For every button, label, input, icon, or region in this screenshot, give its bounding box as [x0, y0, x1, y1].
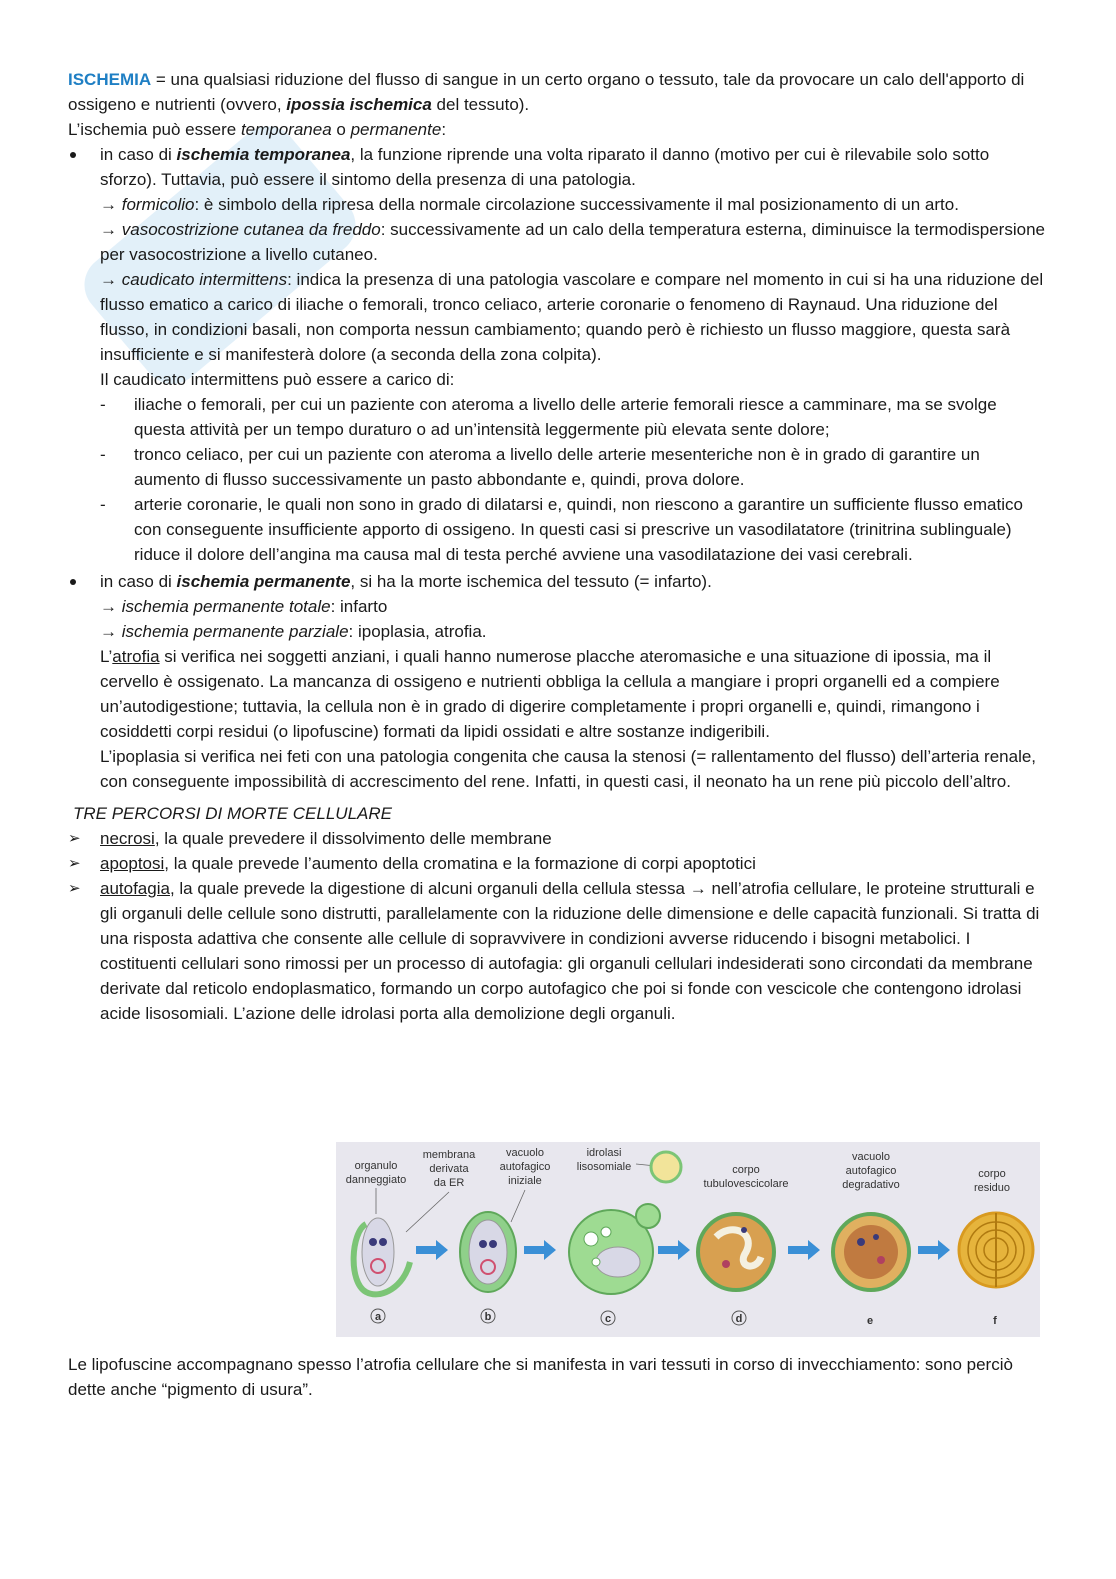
totale-line: → ischemia permanente totale: infarto [100, 597, 388, 616]
label-idrolasi: idrolasi lisosomiale [576, 1147, 632, 1173]
list-item-necrosi: ➢ necrosi, la quale prevedere il dissolvimento delle membrane [68, 826, 1048, 851]
bullet-dot [70, 579, 76, 585]
stage-d-cell [698, 1214, 774, 1290]
document-body [68, 67, 1048, 1026]
atrofia-paragraph: L’atrofia si verifica nei soggetti anziani, i quali hanno numerose placche ateromasiche e una situazione di ipossia, ma il cervello è ossigenato. La mancanza di ossigeno e nutrienti obbliga la cellula a mangiare i propri organelli ed a compiere un’autodigestione; tuttavia, la cellula non è in grado di digerire completamente i propri organelli e, quindi, rimangono i cosiddetti corpi residui (o lipofuscine) formati da lipidi ossidati e altre sostanze indigeribili. [100, 647, 1000, 741]
step-d: d [735, 1313, 743, 1325]
list-item-apoptosi: ➢ apoptosi, la quale prevede l’aumento della cromatina e la formazione di corpi apoptotici [68, 851, 1048, 876]
arrow-icon: → [100, 195, 117, 214]
bullet-temporanea: in caso di ischemia temporanea, la funzione riprende una volta riparato il danno (motivo per cui è rilevabile solo sotto sforzo). Tuttavia, può essere il sintomo della presenza di una patologia. → formicolio: è simbolo della ripresa della normale circolazione successivamente il mal posizionamento di un arto. → vasocostrizione cutanea da freddo: successivamente ad un calo della temperatura esterna, diminuisce la termodispersione per vasocostrizione a livello cutaneo. → caudicato intermittens: indica la presenza di una patologia vascolare e compare nel momento in cui si ha una riduzione del flusso ematico a carico di iliache o femorali, tronco celiaco, arterie coronarie o fenomeno di Raynaud. Una riduzione del flusso, in condizioni basali, non comporta nessun cambiamento; quando però è richiesto un flusso maggiore, questa sarà insufficiente e si manifesterà dolore (a seconda della zona colpita). Il caudicato intermittens può essere a carico di: - iliache o femorali, per cui un paziente con ateroma a livello delle arterie femorali riesce a camminare, ma se svolge questa attività per un tempo duraturo o ad un’intensità leggermente più elevata sente dolore; - tronco celiaco, per cui un paziente con ateroma a livello delle arterie mesenteriche non è in grado di garantire un aumento di flusso successivamente un pasto abbondante e, quindi, prova dolore. - arterie coronarie, le quali non sono in grado di dilatarsi e, quindi, non riescono a garantire un sufficiente flusso ematico con conseguente insufficiente apporto di ossigeno. In questi casi si prescrive un vasodilatatore (trinitrina sublinguale) riduce il dolore dell’angina ma causa mal di testa perché avviene una vasodilatazione dei vasi cerebrali. [68, 142, 1048, 567]
arrow-icon: → [100, 597, 117, 616]
section-heading-morte: TRE PERCORSI DI MORTE CELLULARE [73, 804, 392, 823]
stage-a-cell [354, 1218, 410, 1294]
arrowhead-icon: ➢ [68, 830, 81, 847]
step-f: f [993, 1315, 997, 1327]
arrow-b-c [524, 1240, 556, 1260]
dash-marker: - [100, 395, 106, 414]
list-item-autofagia: ➢ autofagia, la quale prevede la digestione di alcuni organuli della cellula stessa → nell’atrofia cellulare, le proteine strutturali e gli organuli delle cellule sono distrutti, parallelamente con la riduzione delle dimensione e delle capacità funzionali. Si tratta di una risposta adattiva che consente alle cellule di sopravvivere in condizioni avverse riducendo i bisogni metabolici. I costituenti cellulari sono rimossi per un processo di autofagia: gli organuli cellulari indesiderati sono circondati da membrane derivate dal reticolo endoplasmatico, formando un corpo autofagico che poi si fonde con vescicole che contengono idrolasi acide lisosomiali. L’azione delle idrolasi porta alla demolizione degli organuli. [68, 876, 1048, 1026]
label-membrana: membrana derivata da ER [422, 1149, 476, 1189]
label-corpo-residuo: corpo residuo [973, 1168, 1011, 1194]
arrow-a-b [416, 1240, 448, 1260]
bullet-permanente: in caso di ischemia permanente, si ha la morte ischemica del tessuto (= infarto). → ischemia permanente totale: infarto → ischemia permanente parziale: ipoplasia, atrofia. L’atrofia si verifica nei soggetti anziani, i quali hanno numerose placche ateromasiche e una situazione di ipossia, ma il cervello è ossigenato. La mancanza di ossigeno e nutrienti obbliga la cellula a mangiare i propri organelli ed a compiere un’autodigestione; tuttavia, la cellula non è in grado di digerire completamente i propri organelli e, quindi, rimangono i cosiddetti corpi residui (o lipofuscine) formati da lipidi ossidati e altre sostanze indigeribili. L’ipoplasia si verifica nei feti con una patologia congenita che causa la stenosi (= rallentamento del flusso) dell’arteria renale, con conseguente impossibilità di accrescimento del rene. Infatti, in questi casi, il neonato ha un rene più piccolo dell’altro. [68, 569, 1048, 794]
autophagy-figure [336, 1142, 1040, 1337]
arrow-icon: → [100, 270, 117, 289]
stage-f-cell [959, 1213, 1033, 1287]
dash-marker: - [100, 445, 106, 464]
arrowhead-icon: ➢ [68, 855, 81, 872]
arrow-c-d [658, 1240, 690, 1260]
step-e: e [866, 1315, 874, 1327]
sub-item-arterie-coronarie: - arterie coronarie, le quali non sono in grado di dilatarsi e, quindi, non riescono a garantire un sufficiente flusso ematico con conseguente insufficiente apporto di ossigeno. In questi casi si prescrive un vasodilatatore (trinitrina sublinguale) riduce il dolore dell’angina ma causa mal di testa perché avviene una vasodilatazione dei vasi cerebrali. [100, 492, 1048, 567]
stage-c-cell [569, 1152, 681, 1294]
bullet-dot [70, 152, 76, 158]
sub-item-tronco-celiaco: - tronco celiaco, per cui un paziente con ateroma a livello delle arterie mesenteriche non è in grado di garantire un aumento di flusso successivamente un pasto abbondante e, quindi, prova dolore. [100, 442, 1048, 492]
arrow-e-f [918, 1240, 950, 1260]
arrow-icon: → [100, 622, 117, 641]
step-a: a [374, 1311, 382, 1323]
dash-marker: - [100, 495, 106, 514]
lipofuscine-paragraph: Le lipofuscine accompagnano spesso l’atrofia cellulare che si manifesta in vari tessuti in corso di invecchiamento: sono perciò dette anche “pigmento di usura”. [68, 1355, 1013, 1399]
label-vacuolo-degradativo: vacuolo autofagico degradativo [842, 1151, 900, 1191]
arrow-d-e [788, 1240, 820, 1260]
vasocostrizione-line: → vasocostrizione cutanea da freddo: successivamente ad un calo della temperatura esterna, diminuisce la termodispersione per vasocostrizione a livello cutaneo. [100, 220, 1045, 264]
ipoplasia-paragraph: L’ipoplasia si verifica nei feti con una patologia congenita che causa la stenosi (= rallentamento del flusso) dell’arteria renale, con conseguente impossibilità di accrescimento del rene. Infatti, in questi casi, il neonato ha un rene più piccolo dell’altro. [100, 747, 1037, 791]
stage-b-cell [460, 1212, 516, 1292]
stage-e-cell [833, 1214, 909, 1290]
arrow-icon: → [100, 220, 117, 239]
step-c: c [604, 1313, 612, 1325]
label-vacuolo-iniziale: vacuolo autofagico iniziale [499, 1147, 551, 1187]
step-b: b [484, 1311, 492, 1323]
parziale-line: → ischemia permanente parziale: ipoplasia, atrofia. [100, 622, 487, 641]
caudicato-carico: Il caudicato intermittens può essere a carico di: [100, 370, 455, 389]
ischemia-types: L’ischemia può essere temporanea o permanente: [68, 120, 447, 139]
label-corpo-tubulo: corpo tubulovescicolare [703, 1164, 789, 1190]
sub-item-iliache: - iliache o femorali, per cui un paziente con ateroma a livello delle arterie femorali riesce a camminare, ma se svolge questa attività per un tempo duraturo o ad un’intensità leggermente più elevata sente dolore; [100, 392, 1048, 442]
label-organulo: organulo danneggiato [345, 1160, 407, 1186]
ischemia-term: ISCHEMIA [68, 70, 152, 89]
ischemia-definition: ISCHEMIA = una qualsiasi riduzione del flusso di sangue in un certo organo o tessuto, tale da provocare un calo dell'apporto di ossigeno e nutrienti (ovvero, ipossia ischemica del tessuto). [68, 70, 1025, 114]
arrowhead-icon: ➢ [68, 880, 81, 897]
formicolio-line: → formicolio: è simbolo della ripresa della normale circolazione successivamente il mal posizionamento di un arto. [100, 195, 959, 214]
caudicato-line: → caudicato intermittens: indica la presenza di una patologia vascolare e compare nel momento in cui si ha una riduzione del flusso ematico a carico di iliache o femorali, tronco celiaco, arterie coronarie o fenomeno di Raynaud. Una riduzione del flusso, in condizioni basali, non comporta nessun cambiamento; quando però è richiesto un flusso maggiore, questa sarà insufficiente e si manifesterà dolore (a seconda della zona colpita). [100, 270, 1044, 364]
